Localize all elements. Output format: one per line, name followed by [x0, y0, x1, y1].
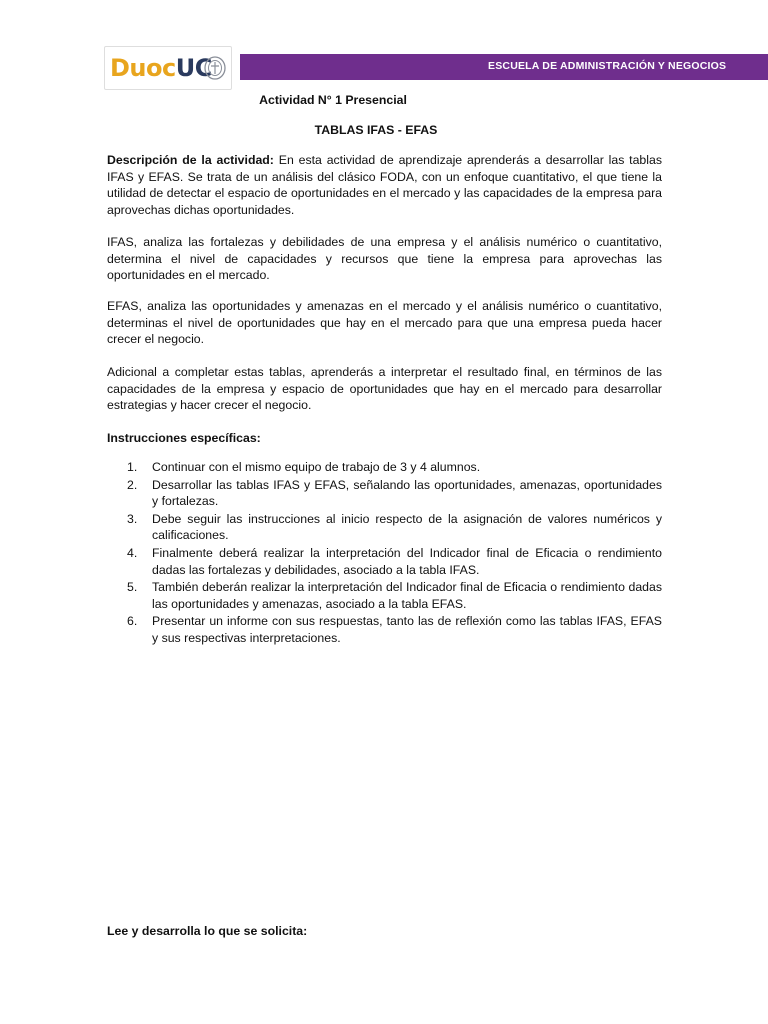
- page-subtitle: TABLAS IFAS - EFAS: [314, 123, 438, 137]
- ifas-paragraph: IFAS, analiza las fortalezas y debilidades de una empresa y el análisis numérico o cuantitativo, determina el nivel de capacidades y recursos que tiene la empresa para aprovechas las oportunidades en el mercado.: [107, 235, 662, 283]
- duoc-uc-logo: [104, 46, 232, 90]
- list-item: 1. Continuar con el mismo equipo de trabajo de 3 y 4 alumnos.: [127, 460, 481, 474]
- seal-icon: [204, 56, 226, 80]
- description-label: Descripción de la actividad:: [107, 153, 274, 167]
- logo-text-duoc: Duoc: [110, 54, 176, 82]
- list-item: 5. También deberán realizar la interpretación del Indicador final de Eficacia o rendimiento dadas las oportunidades y amenazas, asociado a la tabla EFAS.: [127, 580, 662, 611]
- instructions-list: [107, 459, 662, 647]
- instructions-heading: Instrucciones específicas:: [107, 431, 261, 445]
- additional-paragraph: Adicional a completar estas tablas, aprenderás a interpretar el resultado final, en términos de las capacidades de la empresa y espacio de oportunidades que hay en el mercado para desarrollar estrategias y hacer crecer el negocio.: [107, 365, 662, 413]
- page-header: [0, 0, 768, 96]
- list-item: 2. Desarrollar las tablas IFAS y EFAS, señalando las oportunidades, amenazas, oportunidades y fortalezas.: [127, 477, 662, 509]
- list-item: 3. Debe seguir las instrucciones al inicio respecto de la asignación de valores numéricos y calificaciones.: [127, 511, 662, 543]
- list-item: 4. Finalmente deberá realizar la interpretación del Indicador final de Eficacia o rendimiento dadas las fortalezas y debilidades, asociado a la tabla IFAS.: [127, 545, 662, 577]
- description-paragraph: [107, 152, 662, 218]
- description-text: En esta actividad de aprendizaje aprenderás a desarrollar las tablas IFAS y EFAS. Se trata de un análisis del clásico FODA, con un enfoque cuantitativo, el que tiene la utilidad de detectar el espacio de oportunidades en el mercado y las capacidades de la empresa para aprovechas dichas oportunidades.: [107, 153, 662, 217]
- footer-prompt: Lee y desarrolla lo que se solicita:: [107, 924, 308, 938]
- list-item: 6. Presentar un informe con sus respuestas, tanto las de reflexión como las tablas IFAS, EFAS y sus respectivas interpretaciones.: [127, 614, 662, 645]
- school-name: ESCUELA DE ADMINISTRACIÓN Y NEGOCIOS: [488, 60, 727, 72]
- logo-text-uc: UC: [175, 54, 212, 82]
- efas-paragraph: EFAS, analiza las oportunidades y amenazas en el mercado y el análisis numérico o cuantitativo, determinas el nivel de oportunidades que hay en el mercado para que una empresa pueda hacer crecer el negocio.: [107, 299, 662, 347]
- school-band: [240, 54, 768, 80]
- page-title: Actividad N° 1 Presencial: [259, 93, 407, 107]
